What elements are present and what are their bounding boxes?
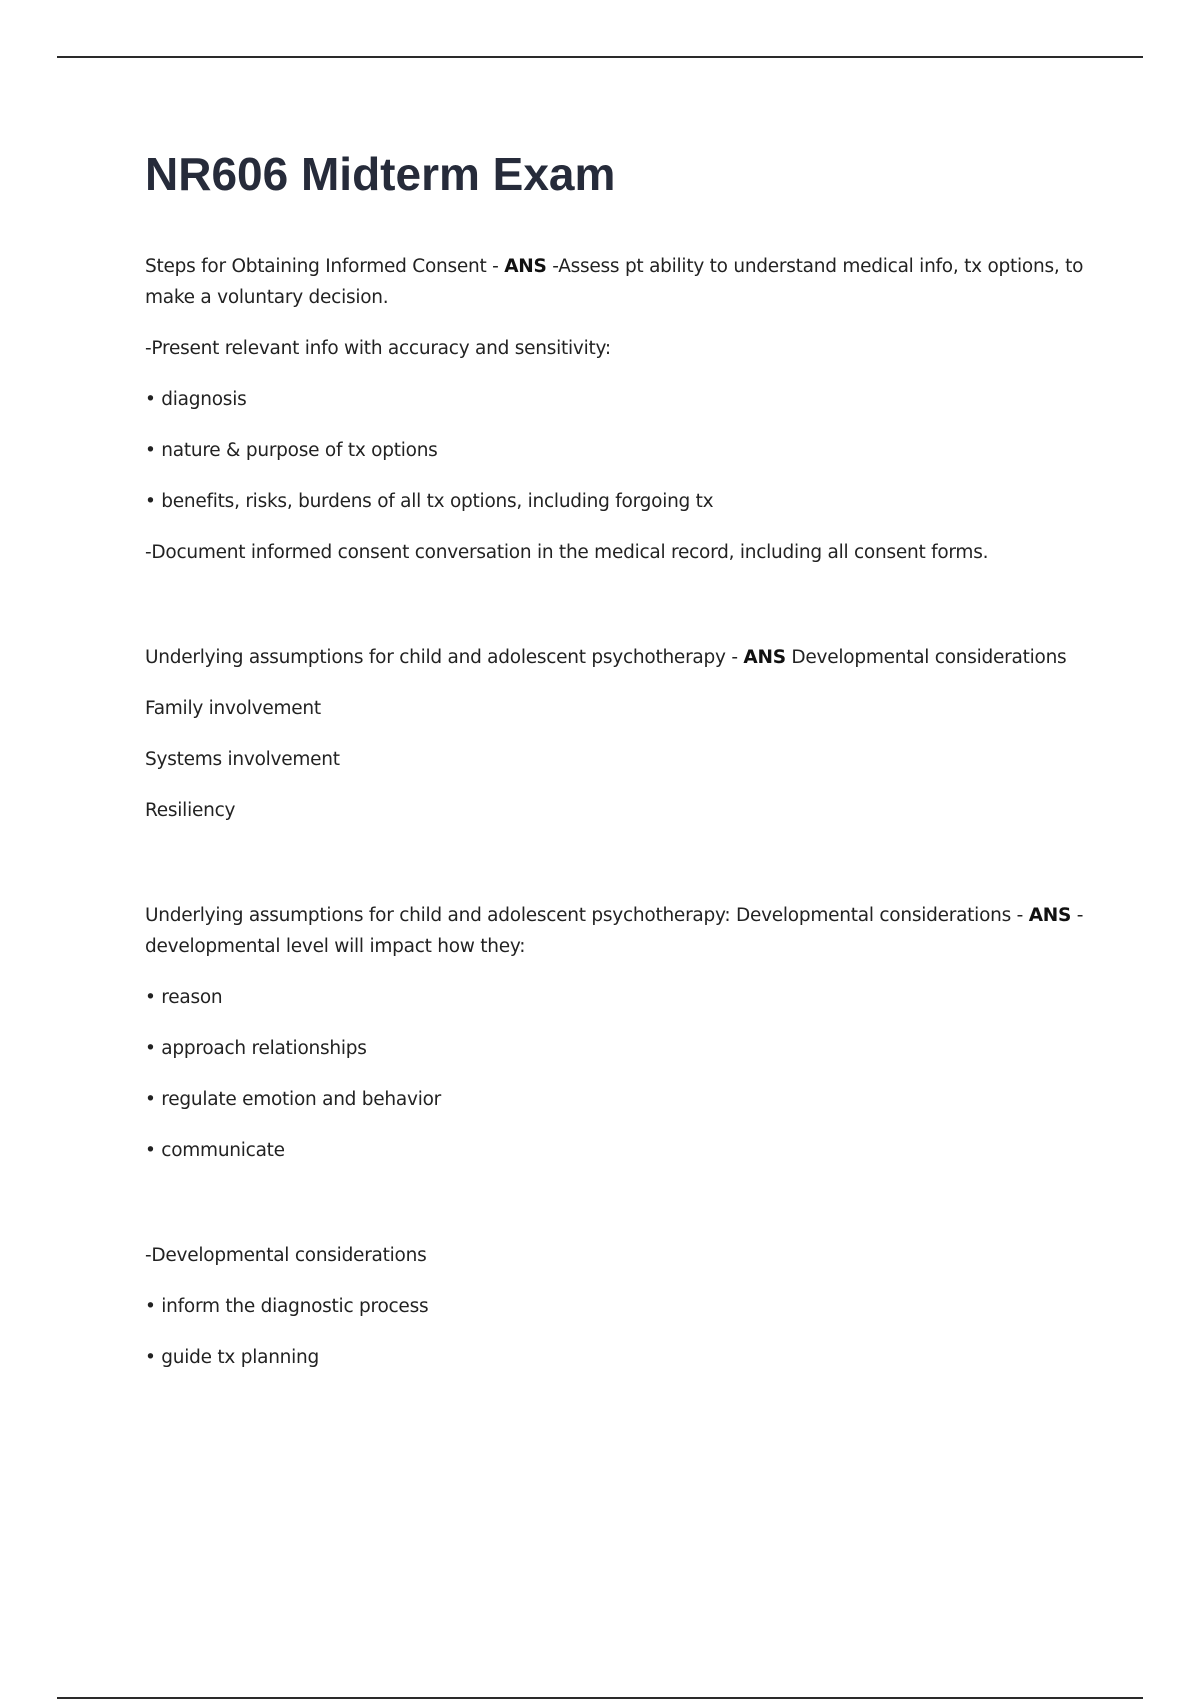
top-rule — [57, 56, 1143, 58]
flashcard-underlying-assumptions — [145, 642, 1090, 826]
flashcard-informed-consent — [145, 251, 1090, 568]
section-gap — [145, 846, 1090, 900]
document-body — [145, 251, 1090, 1393]
answer-line: -Document informed consent conversation in the medical record, including all consent forms. — [145, 542, 989, 563]
question-line — [145, 642, 1090, 673]
flashcard-developmental-continuation — [145, 1240, 1090, 1373]
question-line — [145, 900, 1090, 962]
bullet-item: • inform the diagnostic process — [145, 1296, 429, 1317]
answer-text: -Assess pt ability to understand medical info, tx options, to make a voluntary decision. — [145, 256, 1084, 308]
ans-label: ANS — [743, 647, 786, 668]
bullet-item: • reason — [145, 987, 223, 1008]
answer-line: Family involvement — [145, 698, 321, 719]
answer-line: Resiliency — [145, 800, 236, 821]
answer-text: Developmental considerations — [791, 647, 1067, 668]
bullet-item: • diagnosis — [145, 389, 247, 410]
bullet-item: • nature & purpose of tx options — [145, 440, 438, 461]
answer-line: -Developmental considerations — [145, 1245, 427, 1266]
question-text: Underlying assumptions for child and adolescent psychotherapy - — [145, 647, 744, 668]
question-line — [145, 251, 1090, 313]
document-title: NR606 Midterm Exam — [145, 148, 616, 200]
bullet-item: • communicate — [145, 1140, 285, 1161]
bottom-rule — [57, 1697, 1143, 1699]
section-gap — [145, 1186, 1090, 1240]
bullet-item: • regulate emotion and behavior — [145, 1089, 442, 1110]
question-text: Steps for Obtaining Informed Consent - — [145, 256, 505, 277]
ans-label: ANS — [1028, 905, 1072, 926]
bullet-item: • benefits, risks, burdens of all tx options, including forgoing tx — [145, 491, 714, 512]
flashcard-developmental-considerations — [145, 900, 1090, 1166]
answer-line: Systems involvement — [145, 749, 340, 770]
bullet-item: • guide tx planning — [145, 1347, 320, 1368]
answer-text: -developmental level will impact how they: — [145, 905, 1084, 957]
bullet-item: • approach relationships — [145, 1038, 367, 1059]
ans-label: ANS — [504, 256, 547, 277]
answer-line: -Present relevant info with accuracy and sensitivity: — [145, 338, 611, 359]
question-text: Underlying assumptions for child and adolescent psychotherapy: Developmental considerations - — [145, 905, 1029, 926]
section-gap — [145, 588, 1090, 642]
